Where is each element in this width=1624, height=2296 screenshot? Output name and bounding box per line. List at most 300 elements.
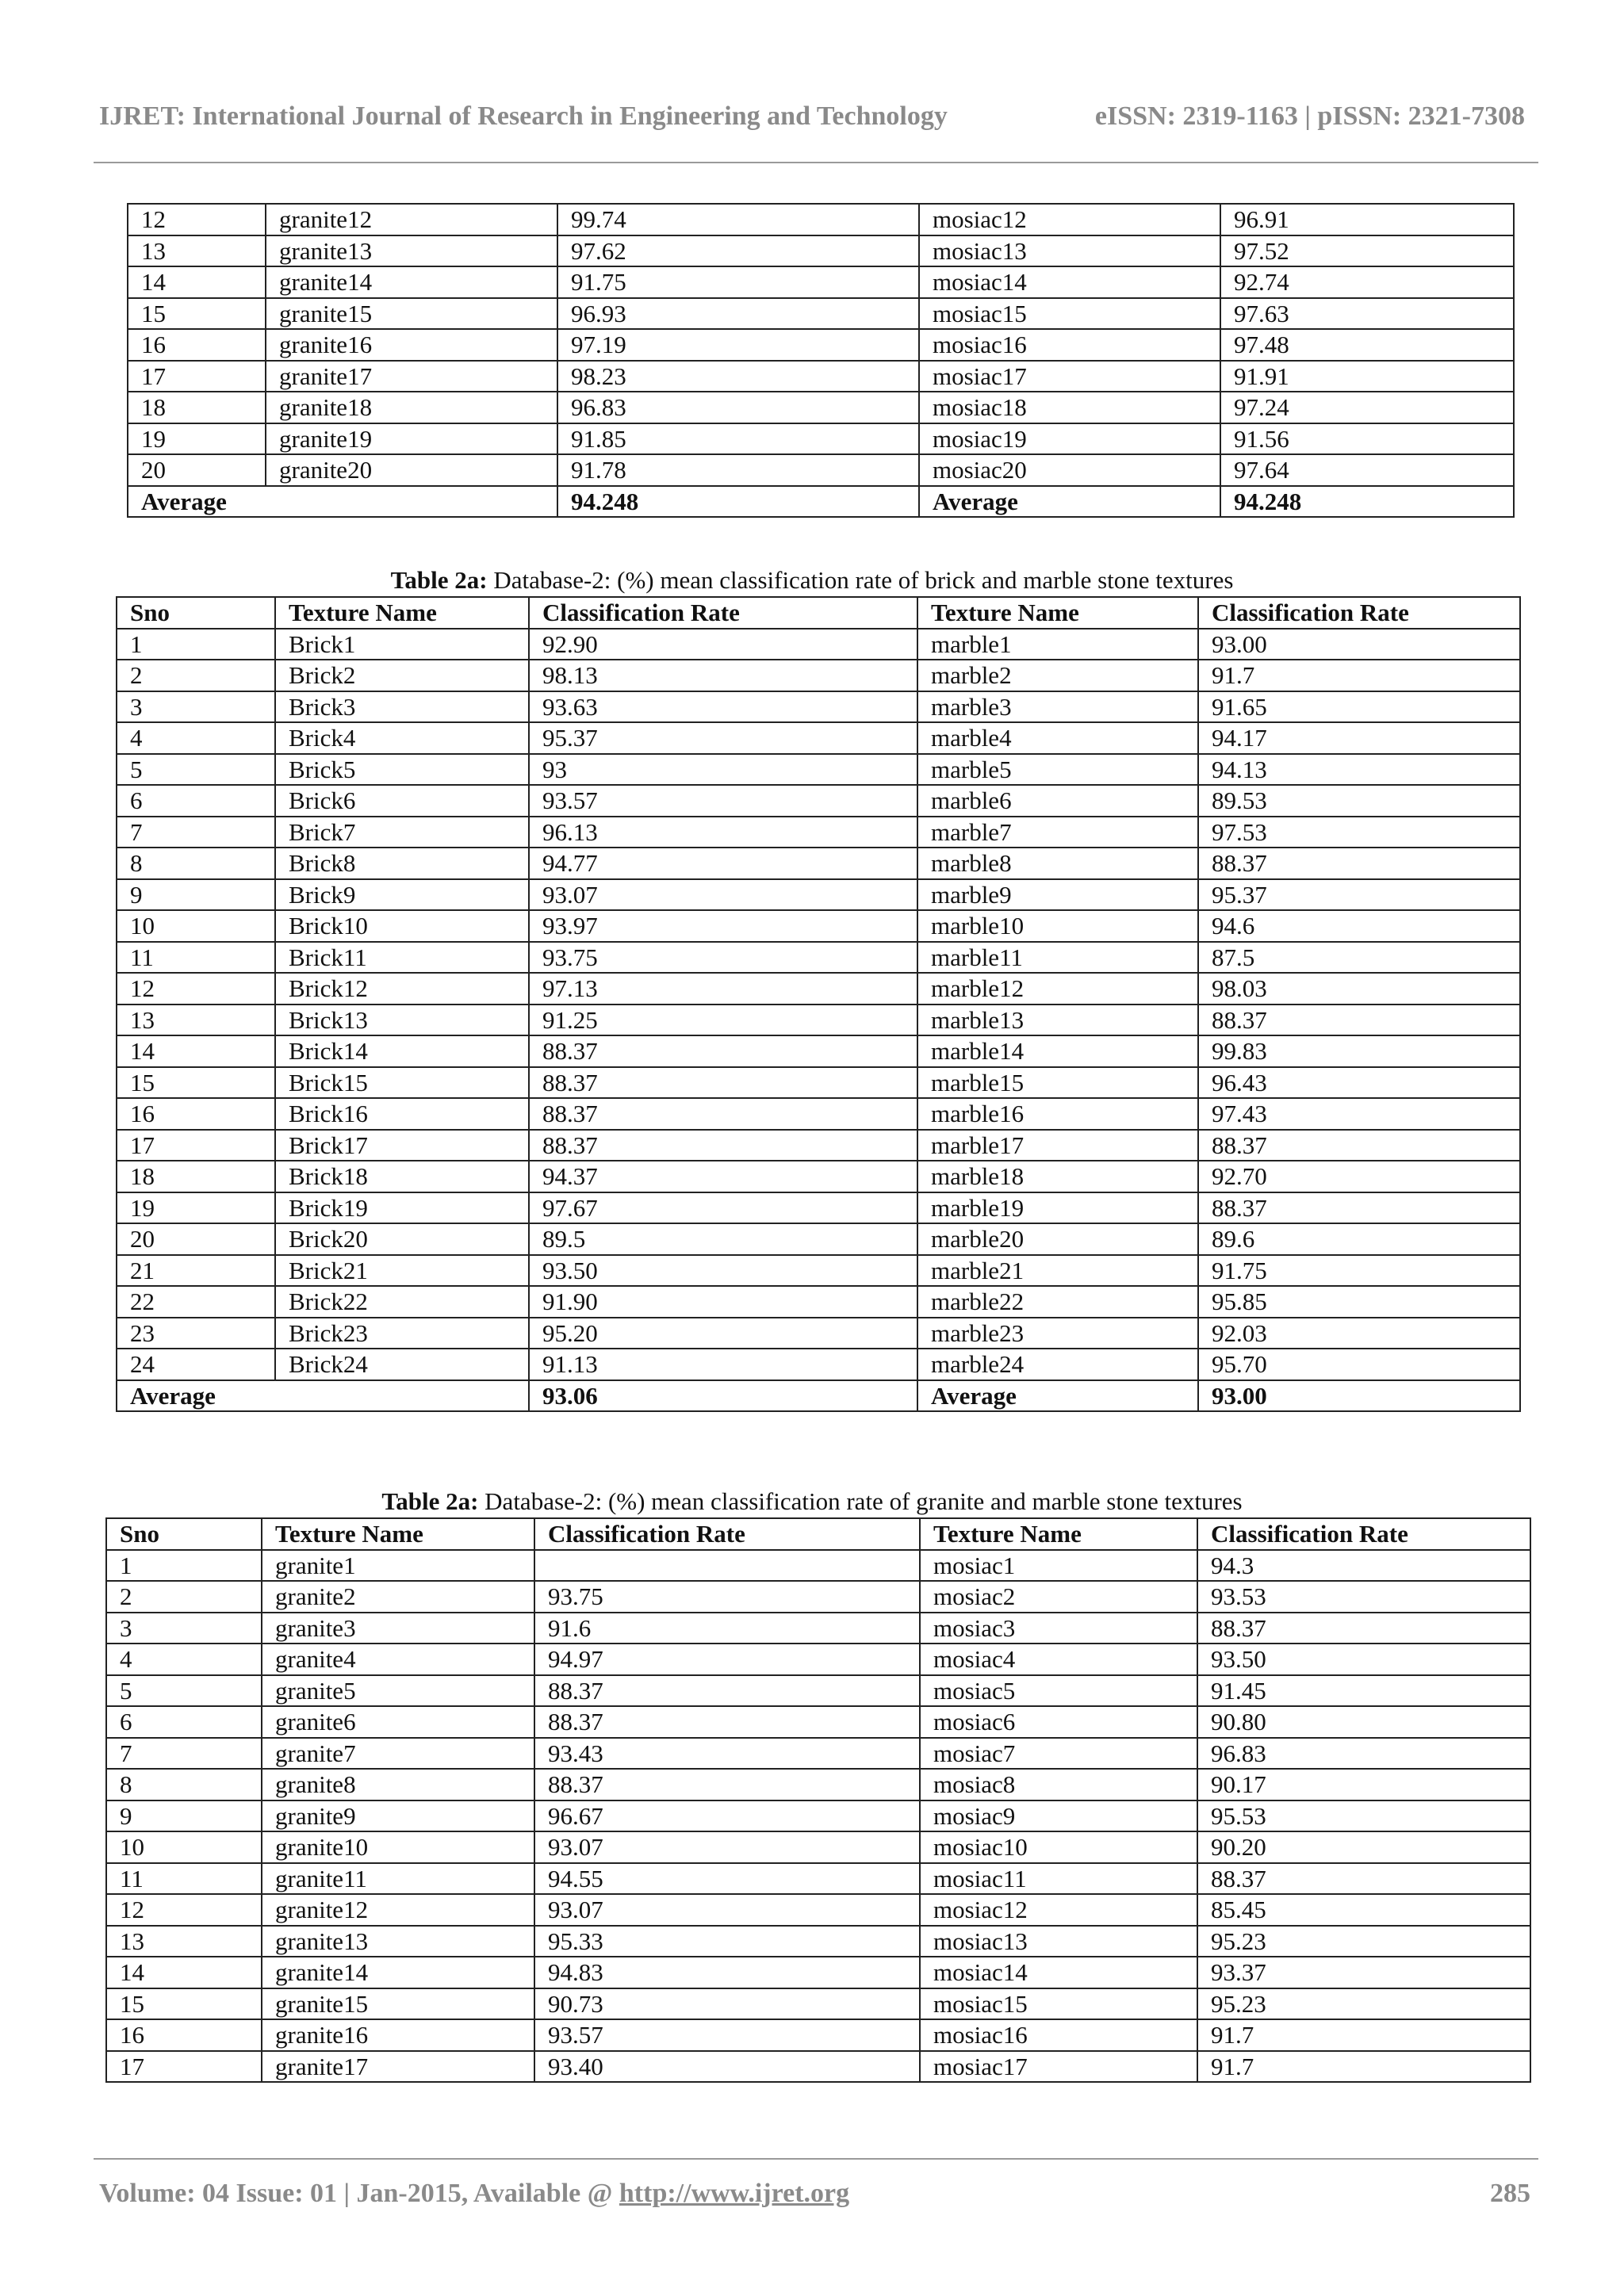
table-header-row <box>106 1518 1530 1550</box>
table-cell: 93.75 <box>529 942 917 974</box>
table-row <box>106 1769 1530 1800</box>
table-row <box>117 1130 1520 1161</box>
table-row <box>128 392 1514 423</box>
table-row <box>117 754 1520 786</box>
table-cell: 12 <box>106 1894 262 1926</box>
table-cell: 96.67 <box>534 1800 920 1832</box>
table-row <box>106 1988 1530 2020</box>
footer-rule <box>94 2158 1538 2160</box>
table-cell: granite15 <box>262 1988 534 2020</box>
table-cell: 2 <box>117 660 275 691</box>
table-cell: 24 <box>117 1349 275 1380</box>
table-cell: 88.37 <box>529 1067 917 1099</box>
table-cell: granite3 <box>262 1613 534 1644</box>
table-cell: 94.17 <box>1198 722 1520 754</box>
table-cell: 94.77 <box>529 848 917 879</box>
column-header: Texture Name <box>262 1518 534 1550</box>
table-cell: granite5 <box>262 1675 534 1707</box>
journal-link[interactable]: http://www.ijret.org <box>619 2179 850 2208</box>
table-cell: granite20 <box>266 454 557 486</box>
table-cell: 16 <box>117 1098 275 1130</box>
table-cell: 88.37 <box>1198 1004 1520 1036</box>
table-cell: granite16 <box>262 2019 534 2051</box>
table-cell: Brick22 <box>275 1286 529 1318</box>
table-cell: granite2 <box>262 1581 534 1613</box>
table-cell: Brick18 <box>275 1161 529 1192</box>
table-cell: mosiac5 <box>920 1675 1197 1707</box>
table-row <box>117 722 1520 754</box>
table-cell: 88.37 <box>534 1675 920 1707</box>
table-cell: 94.3 <box>1197 1550 1530 1582</box>
table-cell: 18 <box>117 1161 275 1192</box>
table-cell: Brick11 <box>275 942 529 974</box>
table-cell: granite14 <box>266 266 557 298</box>
table-cell: mosiac17 <box>920 2051 1197 2083</box>
table-cell: 96.83 <box>557 392 919 423</box>
table-cell: 97.13 <box>529 973 917 1004</box>
table-cell: mosiac17 <box>919 361 1220 392</box>
column-header: Classification Rate <box>1197 1518 1530 1550</box>
table-cell: mosiac20 <box>919 454 1220 486</box>
average-row <box>117 1380 1520 1412</box>
table-cell: mosiac10 <box>920 1831 1197 1863</box>
table-cell: 95.20 <box>529 1318 917 1349</box>
table-cell: 95.37 <box>529 722 917 754</box>
table-row <box>128 298 1514 330</box>
table-row <box>128 235 1514 267</box>
table-cell: 91.7 <box>1197 2019 1530 2051</box>
volume-info: Volume: 04 Issue: 01 | Jan-2015, Available @ <box>99 2179 619 2208</box>
table-cell: marble22 <box>917 1286 1198 1318</box>
table-row <box>117 817 1520 848</box>
table-cell: 97.43 <box>1198 1098 1520 1130</box>
table-row <box>106 1831 1530 1863</box>
table-row <box>117 1318 1520 1349</box>
column-header: Sno <box>117 597 275 629</box>
column-header: Classification Rate <box>534 1518 920 1550</box>
table-cell: 95.33 <box>534 1926 920 1957</box>
table-row <box>106 1644 1530 1675</box>
table-cell: mosiac14 <box>920 1957 1197 1988</box>
table-row <box>117 660 1520 691</box>
page-number: 285 <box>1490 2179 1530 2208</box>
column-header: Classification Rate <box>1198 597 1520 629</box>
table-cell: 14 <box>106 1957 262 1988</box>
table-row <box>117 1067 1520 1099</box>
table-cell: 88.37 <box>534 1769 920 1800</box>
table-cell: 94.83 <box>534 1957 920 1988</box>
table-cell: Brick4 <box>275 722 529 754</box>
table-cell: 6 <box>106 1706 262 1738</box>
header-rule <box>94 162 1538 163</box>
table-row <box>117 785 1520 817</box>
table-row <box>117 1035 1520 1067</box>
table-cell: 16 <box>106 2019 262 2051</box>
page-footer <box>99 2179 1530 2218</box>
table-cell: marble8 <box>917 848 1198 879</box>
table-cell: granite12 <box>262 1894 534 1926</box>
table-cell: 17 <box>117 1130 275 1161</box>
table-cell: granite19 <box>266 423 557 455</box>
table-cell <box>534 1550 920 1582</box>
table-cell: 90.20 <box>1197 1831 1530 1863</box>
table-cell: 15 <box>117 1067 275 1099</box>
table-cell: marble5 <box>917 754 1198 786</box>
average-value: 93.06 <box>529 1380 917 1412</box>
table-row <box>106 1706 1530 1738</box>
table-cell: 93.07 <box>534 1894 920 1926</box>
table-cell: granite11 <box>262 1863 534 1895</box>
table-row <box>128 266 1514 298</box>
table-cell: 91.7 <box>1197 2051 1530 2083</box>
table-cell: Brick16 <box>275 1098 529 1130</box>
table-cell: 91.45 <box>1197 1675 1530 1707</box>
table-cell: 88.37 <box>529 1098 917 1130</box>
table-cell: 90.73 <box>534 1988 920 2020</box>
table-cell: 14 <box>128 266 266 298</box>
table-cell: marble13 <box>917 1004 1198 1036</box>
table-cell: Brick15 <box>275 1067 529 1099</box>
issn-info: eISSN: 2319-1163 | pISSN: 2321-7308 <box>1094 101 1525 131</box>
table-cell: 10 <box>117 910 275 942</box>
table-cell: 93.07 <box>534 1831 920 1863</box>
table-cell: 6 <box>117 785 275 817</box>
table-cell: mosiac1 <box>920 1550 1197 1582</box>
table-cell: Brick3 <box>275 691 529 723</box>
table-row <box>106 2019 1530 2051</box>
table-cell: 93.50 <box>1197 1644 1530 1675</box>
table-cell: 11 <box>106 1863 262 1895</box>
table-row <box>117 1349 1520 1380</box>
table-brick-caption: Table 2a: Database-2: (%) mean classification rate of brick and marble stone textures <box>390 566 1234 594</box>
table-cell: 93.50 <box>529 1255 917 1287</box>
table-cell: 92.90 <box>529 629 917 660</box>
table-row <box>117 1255 1520 1287</box>
table-cell: 95.53 <box>1197 1800 1530 1832</box>
table-cell: granite17 <box>262 2051 534 2083</box>
table-cell: Brick24 <box>275 1349 529 1380</box>
table-cell: granite18 <box>266 392 557 423</box>
table-cell: 88.37 <box>1198 848 1520 879</box>
page-header <box>99 94 1525 141</box>
table-cell: granite9 <box>262 1800 534 1832</box>
table-cell: 96.13 <box>529 817 917 848</box>
table-cell: 91.85 <box>557 423 919 455</box>
table-cell: Brick8 <box>275 848 529 879</box>
table-cell: granite1 <box>262 1550 534 1582</box>
table-cell: mosiac2 <box>920 1581 1197 1613</box>
table-cell: 10 <box>106 1831 262 1863</box>
table-cell: 12 <box>117 973 275 1004</box>
table-cell: 98.13 <box>529 660 917 691</box>
table-cell: 91.13 <box>529 1349 917 1380</box>
table-cell: marble1 <box>917 629 1198 660</box>
table-cell: marble14 <box>917 1035 1198 1067</box>
table-cell: marble20 <box>917 1223 1198 1255</box>
table-cell: 89.53 <box>1198 785 1520 817</box>
column-header: Sno <box>106 1518 262 1550</box>
table-cell: 95.23 <box>1197 1926 1530 1957</box>
average-label: Average <box>117 1380 529 1412</box>
table-cell: 12 <box>128 204 266 235</box>
table-cell: marble10 <box>917 910 1198 942</box>
table-cell: granite4 <box>262 1644 534 1675</box>
average-row <box>128 486 1514 518</box>
table-cell: 91.75 <box>557 266 919 298</box>
table-brick-marble <box>116 596 1521 1412</box>
table-cell: 98.23 <box>557 361 919 392</box>
table-cell: 97.48 <box>1220 329 1514 361</box>
table-cell: mosiac15 <box>919 298 1220 330</box>
table-cell: 15 <box>106 1988 262 2020</box>
table-cell: mosiac9 <box>920 1800 1197 1832</box>
table-cell: 1 <box>117 629 275 660</box>
table-cell: 13 <box>117 1004 275 1036</box>
table-cell: 3 <box>106 1613 262 1644</box>
journal-title: IJRET: International Journal of Research in Engineering and Technology <box>99 101 948 131</box>
table-cell: marble19 <box>917 1192 1198 1224</box>
table-cell: granite12 <box>266 204 557 235</box>
table-cell: marble2 <box>917 660 1198 691</box>
table-row <box>117 848 1520 879</box>
table-cell: mosiac8 <box>920 1769 1197 1800</box>
average-label: Average <box>917 1380 1198 1412</box>
table-cell: 3 <box>117 691 275 723</box>
table-cell: 9 <box>106 1800 262 1832</box>
table-cell: 14 <box>117 1035 275 1067</box>
table-cell: granite15 <box>266 298 557 330</box>
average-label: Average <box>919 486 1220 518</box>
table-cell: granite6 <box>262 1706 534 1738</box>
table-cell: marble15 <box>917 1067 1198 1099</box>
table-cell: 96.83 <box>1197 1738 1530 1770</box>
table-cell: 4 <box>106 1644 262 1675</box>
table-cell: 13 <box>128 235 266 267</box>
table-cell: 94.6 <box>1198 910 1520 942</box>
table-row <box>128 454 1514 486</box>
table-cell: 88.37 <box>529 1130 917 1161</box>
table-cell: 97.64 <box>1220 454 1514 486</box>
table-row <box>106 1675 1530 1707</box>
table-cell: 20 <box>117 1223 275 1255</box>
table-cell: 94.97 <box>534 1644 920 1675</box>
table-cell: Brick12 <box>275 973 529 1004</box>
table-row <box>117 879 1520 911</box>
table-cell: mosiac11 <box>920 1863 1197 1895</box>
table-cell: 93.57 <box>534 2019 920 2051</box>
table-cell: 91.78 <box>557 454 919 486</box>
table-cell: Brick7 <box>275 817 529 848</box>
average-value: 94.248 <box>1220 486 1514 518</box>
table-cell: 92.74 <box>1220 266 1514 298</box>
column-header: Texture Name <box>917 597 1198 629</box>
table-cell: 85.45 <box>1197 1894 1530 1926</box>
table-row <box>106 1613 1530 1644</box>
table-row <box>128 423 1514 455</box>
table-cell: 13 <box>106 1926 262 1957</box>
table-cell: Brick20 <box>275 1223 529 1255</box>
table-row <box>106 2051 1530 2083</box>
table-cell: granite8 <box>262 1769 534 1800</box>
table-row <box>106 1926 1530 1957</box>
table-cell: granite16 <box>266 329 557 361</box>
table-cell: 7 <box>117 817 275 848</box>
table-cell: 15 <box>128 298 266 330</box>
table-row <box>117 942 1520 974</box>
table-cell: 91.6 <box>534 1613 920 1644</box>
table-cell: 17 <box>106 2051 262 2083</box>
table-cell: 97.24 <box>1220 392 1514 423</box>
table-cell: mosiac4 <box>920 1644 1197 1675</box>
table-cell: 91.25 <box>529 1004 917 1036</box>
table-cell: 93.57 <box>529 785 917 817</box>
table-cell: 91.56 <box>1220 423 1514 455</box>
table-cell: 89.6 <box>1198 1223 1520 1255</box>
table-cell: 18 <box>128 392 266 423</box>
table-cell: Brick5 <box>275 754 529 786</box>
table-cell: marble21 <box>917 1255 1198 1287</box>
table-cell: 93.07 <box>529 879 917 911</box>
table-cell: Brick2 <box>275 660 529 691</box>
table-cell: 8 <box>117 848 275 879</box>
table-cell: 95.85 <box>1198 1286 1520 1318</box>
table-cell: 91.90 <box>529 1286 917 1318</box>
table-cell: 96.43 <box>1198 1067 1520 1099</box>
table-granite-mosiac <box>105 1517 1531 2083</box>
average-value: 94.248 <box>557 486 919 518</box>
table-cell: Brick9 <box>275 879 529 911</box>
table-row <box>117 691 1520 723</box>
table-cell: 98.03 <box>1198 973 1520 1004</box>
average-label: Average <box>128 486 557 518</box>
table-cell: Brick1 <box>275 629 529 660</box>
table-cell: Brick14 <box>275 1035 529 1067</box>
table-granite-caption: Table 2a: Database-2: (%) mean classification rate of granite and marble stone textures <box>381 1487 1243 1515</box>
table-row <box>106 1738 1530 1770</box>
table-cell: 97.62 <box>557 235 919 267</box>
table-header-row <box>117 597 1520 629</box>
table-cell: marble24 <box>917 1349 1198 1380</box>
column-header: Texture Name <box>275 597 529 629</box>
table-row <box>117 910 1520 942</box>
table-row <box>128 329 1514 361</box>
table-cell: 94.13 <box>1198 754 1520 786</box>
table-cell: marble18 <box>917 1161 1198 1192</box>
table-cell: mosiac3 <box>920 1613 1197 1644</box>
table-cell: 94.37 <box>529 1161 917 1192</box>
table-cell: 87.5 <box>1198 942 1520 974</box>
table-granite-continued <box>127 203 1515 518</box>
table-cell: 91.75 <box>1198 1255 1520 1287</box>
table-cell: 90.80 <box>1197 1706 1530 1738</box>
table-cell: granite7 <box>262 1738 534 1770</box>
table-row <box>117 973 1520 1004</box>
table-cell: granite17 <box>266 361 557 392</box>
table-cell: 95.70 <box>1198 1349 1520 1380</box>
table-cell: mosiac13 <box>920 1926 1197 1957</box>
table-row <box>117 1192 1520 1224</box>
table-cell: mosiac19 <box>919 423 1220 455</box>
table-cell: Brick10 <box>275 910 529 942</box>
table-cell: 95.23 <box>1197 1988 1530 2020</box>
table-cell: 23 <box>117 1318 275 1349</box>
table-cell: marble23 <box>917 1318 1198 1349</box>
table-row <box>117 1161 1520 1192</box>
table-cell: 9 <box>117 879 275 911</box>
table-cell: mosiac12 <box>919 204 1220 235</box>
table-cell: 91.7 <box>1198 660 1520 691</box>
table-cell: marble16 <box>917 1098 1198 1130</box>
table-cell: granite14 <box>262 1957 534 1988</box>
table-cell: 94.55 <box>534 1863 920 1895</box>
table-cell: mosiac14 <box>919 266 1220 298</box>
column-header: Texture Name <box>920 1518 1197 1550</box>
table-cell: 93.97 <box>529 910 917 942</box>
table-cell: marble7 <box>917 817 1198 848</box>
table-cell: mosiac16 <box>920 2019 1197 2051</box>
table-cell: 97.53 <box>1198 817 1520 848</box>
table-cell: 22 <box>117 1286 275 1318</box>
table-row <box>106 1863 1530 1895</box>
table-row <box>106 1800 1530 1832</box>
table-cell: 88.37 <box>1197 1613 1530 1644</box>
table-cell: 88.37 <box>1198 1192 1520 1224</box>
table-cell: 4 <box>117 722 275 754</box>
table-cell: Brick17 <box>275 1130 529 1161</box>
table-cell: 93.00 <box>1198 629 1520 660</box>
table-row <box>106 1957 1530 1988</box>
table-cell: 89.5 <box>529 1223 917 1255</box>
table-cell: 97.67 <box>529 1192 917 1224</box>
table-row <box>117 1098 1520 1130</box>
table-cell: 16 <box>128 329 266 361</box>
table-cell: granite10 <box>262 1831 534 1863</box>
table-cell: Brick19 <box>275 1192 529 1224</box>
table-cell: marble12 <box>917 973 1198 1004</box>
table-cell: 20 <box>128 454 266 486</box>
table-cell: granite13 <box>262 1926 534 1957</box>
table-cell: 1 <box>106 1550 262 1582</box>
table-cell: 95.37 <box>1198 879 1520 911</box>
table-row <box>117 1223 1520 1255</box>
table-cell: 90.17 <box>1197 1769 1530 1800</box>
table-row <box>106 1550 1530 1582</box>
average-value: 93.00 <box>1198 1380 1520 1412</box>
table-row <box>106 1581 1530 1613</box>
column-header: Classification Rate <box>529 597 917 629</box>
table-cell: marble3 <box>917 691 1198 723</box>
table-cell: marble9 <box>917 879 1198 911</box>
table-row <box>117 629 1520 660</box>
table-cell: 93.75 <box>534 1581 920 1613</box>
table-cell: 99.74 <box>557 204 919 235</box>
table-cell: 19 <box>117 1192 275 1224</box>
table-cell: marble11 <box>917 942 1198 974</box>
table-cell: 88.37 <box>1197 1863 1530 1895</box>
table-cell: Brick23 <box>275 1318 529 1349</box>
table-cell: mosiac18 <box>919 392 1220 423</box>
table-cell: 99.83 <box>1198 1035 1520 1067</box>
table-cell: marble4 <box>917 722 1198 754</box>
table-cell: mosiac13 <box>919 235 1220 267</box>
table-cell: granite13 <box>266 235 557 267</box>
table-cell: 93.40 <box>534 2051 920 2083</box>
table-cell: mosiac6 <box>920 1706 1197 1738</box>
table-cell: 21 <box>117 1255 275 1287</box>
table-row <box>128 204 1514 235</box>
table-cell: mosiac16 <box>919 329 1220 361</box>
table-cell: 5 <box>106 1675 262 1707</box>
